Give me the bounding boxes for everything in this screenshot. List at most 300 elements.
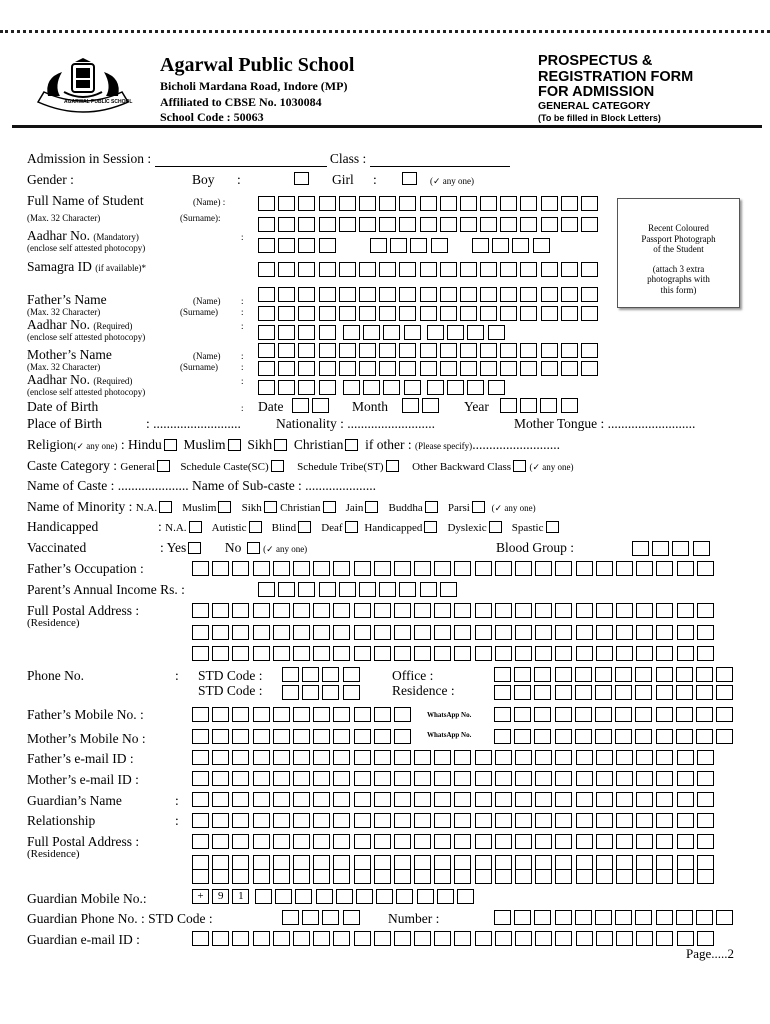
char-box[interactable] <box>460 287 477 302</box>
char-box[interactable] <box>555 813 572 828</box>
char-box[interactable] <box>520 361 537 376</box>
char-box[interactable] <box>636 603 653 618</box>
char-box[interactable] <box>535 834 552 849</box>
minority-christian-checkbox[interactable] <box>323 501 336 513</box>
char-box[interactable] <box>394 646 411 661</box>
char-box[interactable] <box>596 646 613 661</box>
char-box[interactable] <box>520 262 537 277</box>
char-box[interactable] <box>440 582 457 597</box>
char-box[interactable] <box>192 603 209 618</box>
char-box[interactable] <box>399 262 416 277</box>
char-box[interactable] <box>454 646 471 661</box>
char-box[interactable] <box>258 380 275 395</box>
char-box[interactable] <box>480 287 497 302</box>
char-box[interactable] <box>258 262 275 277</box>
handicapped-autistic-checkbox[interactable] <box>249 521 262 533</box>
char-box[interactable] <box>312 398 329 413</box>
char-box[interactable] <box>232 855 249 870</box>
char-box[interactable] <box>379 217 396 232</box>
char-box[interactable] <box>232 707 249 722</box>
char-box[interactable] <box>359 306 376 321</box>
char-box[interactable] <box>192 750 209 765</box>
char-box[interactable] <box>354 603 371 618</box>
char-box[interactable] <box>467 325 484 340</box>
char-box[interactable] <box>232 869 249 884</box>
char-box[interactable] <box>495 750 512 765</box>
student-name-boxes[interactable] <box>258 196 601 211</box>
char-box[interactable] <box>561 361 578 376</box>
minority-buddha-checkbox[interactable] <box>425 501 438 513</box>
guardian-postal-boxes-3[interactable] <box>192 869 717 884</box>
char-box[interactable] <box>541 306 558 321</box>
char-box[interactable] <box>515 625 532 640</box>
char-box[interactable] <box>333 771 350 786</box>
char-box[interactable] <box>253 707 270 722</box>
char-box[interactable] <box>417 889 434 904</box>
char-box[interactable] <box>313 792 330 807</box>
char-box[interactable] <box>379 343 396 358</box>
char-box[interactable] <box>533 238 550 253</box>
char-box[interactable] <box>440 287 457 302</box>
char-box[interactable] <box>422 398 439 413</box>
guardian-mobile-number-boxes[interactable] <box>255 889 477 904</box>
char-box[interactable] <box>696 910 713 925</box>
father-mobile-boxes[interactable] <box>192 707 414 722</box>
char-box[interactable] <box>520 196 537 211</box>
char-box[interactable] <box>298 343 315 358</box>
char-box[interactable] <box>359 262 376 277</box>
char-box[interactable] <box>697 771 714 786</box>
guardian-number-boxes[interactable] <box>494 910 736 925</box>
char-box[interactable] <box>656 729 673 744</box>
char-box[interactable] <box>313 561 330 576</box>
dob-month-boxes[interactable] <box>402 398 442 413</box>
char-box[interactable] <box>576 834 593 849</box>
char-box[interactable] <box>535 792 552 807</box>
char-box[interactable] <box>494 729 511 744</box>
char-box[interactable] <box>616 792 633 807</box>
char-box[interactable] <box>293 603 310 618</box>
char-box[interactable] <box>192 707 209 722</box>
char-box[interactable] <box>319 262 336 277</box>
char-box[interactable] <box>636 869 653 884</box>
char-box[interactable] <box>253 750 270 765</box>
char-box[interactable] <box>273 771 290 786</box>
char-box[interactable] <box>333 625 350 640</box>
char-box[interactable] <box>440 217 457 232</box>
std-code-boxes-1[interactable] <box>282 667 363 682</box>
char-box[interactable] <box>273 834 290 849</box>
char-box[interactable] <box>576 771 593 786</box>
char-box[interactable] <box>472 238 489 253</box>
char-box[interactable] <box>434 646 451 661</box>
char-box[interactable] <box>343 685 360 700</box>
char-box[interactable] <box>636 834 653 849</box>
char-box[interactable] <box>374 707 391 722</box>
char-box[interactable] <box>716 707 733 722</box>
char-box[interactable] <box>394 771 411 786</box>
class-input[interactable] <box>370 166 510 167</box>
char-box[interactable] <box>278 343 295 358</box>
char-box[interactable] <box>414 834 431 849</box>
char-box[interactable] <box>333 729 350 744</box>
char-box[interactable] <box>359 217 376 232</box>
char-box[interactable] <box>632 541 649 556</box>
char-box[interactable] <box>354 771 371 786</box>
char-box[interactable] <box>273 792 290 807</box>
char-box[interactable] <box>480 343 497 358</box>
char-box[interactable] <box>576 646 593 661</box>
char-box[interactable] <box>677 855 694 870</box>
char-box[interactable] <box>374 771 391 786</box>
char-box[interactable] <box>253 625 270 640</box>
char-box[interactable] <box>273 869 290 884</box>
char-box[interactable] <box>595 707 612 722</box>
char-box[interactable] <box>253 834 270 849</box>
char-box[interactable] <box>402 398 419 413</box>
char-box[interactable] <box>561 262 578 277</box>
char-box[interactable] <box>232 625 249 640</box>
char-box[interactable] <box>278 306 295 321</box>
char-box[interactable] <box>535 625 552 640</box>
char-box[interactable] <box>278 325 295 340</box>
char-box[interactable] <box>555 625 572 640</box>
char-box[interactable] <box>555 750 572 765</box>
char-box[interactable] <box>354 646 371 661</box>
samagra-boxes[interactable] <box>258 262 601 277</box>
char-box[interactable] <box>475 603 492 618</box>
char-box[interactable] <box>434 625 451 640</box>
char-box[interactable] <box>399 217 416 232</box>
char-box[interactable] <box>555 667 572 682</box>
religion-christian-checkbox[interactable] <box>345 439 358 451</box>
char-box[interactable] <box>322 667 339 682</box>
char-box[interactable] <box>488 380 505 395</box>
char-box[interactable] <box>434 771 451 786</box>
char-box[interactable] <box>319 343 336 358</box>
char-box[interactable] <box>414 625 431 640</box>
char-box[interactable] <box>656 931 673 946</box>
char-box[interactable] <box>447 325 464 340</box>
char-box[interactable] <box>515 869 532 884</box>
std-code-boxes-2[interactable] <box>282 685 363 700</box>
char-box[interactable] <box>394 792 411 807</box>
mother-tongue-field[interactable]: Mother Tongue : .......................... <box>514 416 696 431</box>
char-box[interactable] <box>480 306 497 321</box>
char-box[interactable] <box>480 196 497 211</box>
char-box[interactable] <box>696 667 713 682</box>
char-box[interactable] <box>339 196 356 211</box>
char-box[interactable] <box>313 707 330 722</box>
char-box[interactable] <box>460 196 477 211</box>
char-box[interactable] <box>716 910 733 925</box>
char-box[interactable] <box>293 931 310 946</box>
char-box[interactable] <box>697 813 714 828</box>
char-box[interactable] <box>420 262 437 277</box>
char-box[interactable] <box>212 729 229 744</box>
char-box[interactable] <box>596 771 613 786</box>
char-box[interactable] <box>273 931 290 946</box>
char-box[interactable] <box>212 750 229 765</box>
char-box[interactable] <box>410 238 427 253</box>
char-box[interactable] <box>636 561 653 576</box>
char-box[interactable] <box>192 813 209 828</box>
char-box[interactable] <box>427 325 444 340</box>
char-box[interactable] <box>454 625 471 640</box>
char-box[interactable] <box>212 603 229 618</box>
char-box[interactable] <box>581 262 598 277</box>
char-box[interactable] <box>374 561 391 576</box>
char-box[interactable] <box>656 750 673 765</box>
char-box[interactable] <box>394 855 411 870</box>
char-box[interactable] <box>616 561 633 576</box>
caste-st-checkbox[interactable] <box>386 460 399 472</box>
char-box[interactable] <box>414 646 431 661</box>
char-box[interactable] <box>374 834 391 849</box>
char-box[interactable] <box>555 792 572 807</box>
char-box[interactable] <box>541 361 558 376</box>
char-box[interactable] <box>555 910 572 925</box>
char-box[interactable] <box>282 685 299 700</box>
char-box[interactable] <box>420 306 437 321</box>
guardian-postal-boxes-2[interactable] <box>192 855 717 870</box>
char-box[interactable] <box>293 561 310 576</box>
char-box[interactable] <box>434 834 451 849</box>
char-box[interactable] <box>656 771 673 786</box>
char-box[interactable] <box>313 750 330 765</box>
char-box[interactable] <box>475 646 492 661</box>
char-box[interactable] <box>339 262 356 277</box>
char-box[interactable] <box>475 771 492 786</box>
char-box[interactable] <box>404 325 421 340</box>
religion-hindu-checkbox[interactable] <box>164 439 177 451</box>
char-box[interactable] <box>514 685 531 700</box>
char-box[interactable] <box>555 771 572 786</box>
char-box[interactable] <box>232 813 249 828</box>
caste-general-checkbox[interactable] <box>157 460 170 472</box>
char-box[interactable] <box>616 625 633 640</box>
char-box[interactable] <box>454 750 471 765</box>
char-box[interactable] <box>354 561 371 576</box>
char-box[interactable] <box>212 561 229 576</box>
student-aadhar-boxes-2[interactable] <box>370 238 451 253</box>
char-box[interactable] <box>541 196 558 211</box>
place-of-birth-input[interactable]: : .......................... <box>146 416 241 431</box>
char-box[interactable] <box>515 931 532 946</box>
char-box[interactable] <box>656 792 673 807</box>
char-box[interactable] <box>515 834 532 849</box>
char-box[interactable] <box>595 685 612 700</box>
char-box[interactable] <box>500 196 517 211</box>
guardian-mobile-boxes[interactable] <box>192 889 253 904</box>
mother-aadhar-boxes-2[interactable] <box>343 380 424 395</box>
char-box[interactable] <box>534 667 551 682</box>
char-box[interactable] <box>596 625 613 640</box>
char-box[interactable] <box>636 646 653 661</box>
char-box[interactable] <box>515 646 532 661</box>
dob-year-boxes[interactable] <box>500 398 581 413</box>
char-box[interactable] <box>520 398 537 413</box>
char-box[interactable] <box>555 931 572 946</box>
char-box[interactable] <box>339 343 356 358</box>
char-box[interactable] <box>596 813 613 828</box>
char-box[interactable] <box>343 325 360 340</box>
char-box[interactable] <box>333 750 350 765</box>
char-box[interactable] <box>576 792 593 807</box>
char-box[interactable] <box>333 646 350 661</box>
char-box[interactable] <box>333 561 350 576</box>
char-box[interactable] <box>278 238 295 253</box>
char-box[interactable] <box>494 910 511 925</box>
char-box[interactable] <box>253 792 270 807</box>
gender-girl-checkbox[interactable] <box>402 172 417 185</box>
char-box[interactable] <box>656 707 673 722</box>
char-box[interactable] <box>488 325 505 340</box>
char-box[interactable] <box>495 931 512 946</box>
char-box[interactable] <box>302 685 319 700</box>
char-box[interactable] <box>475 931 492 946</box>
char-box[interactable] <box>420 287 437 302</box>
char-box[interactable] <box>339 361 356 376</box>
char-box[interactable] <box>278 582 295 597</box>
char-box[interactable] <box>495 869 512 884</box>
char-box[interactable] <box>616 855 633 870</box>
residence-phone-boxes[interactable] <box>494 685 736 700</box>
father-email-boxes[interactable] <box>192 750 717 765</box>
char-box[interactable] <box>677 646 694 661</box>
char-box[interactable] <box>434 931 451 946</box>
char-box[interactable] <box>656 910 673 925</box>
char-box[interactable] <box>520 287 537 302</box>
postal-boxes-2[interactable] <box>192 625 717 640</box>
char-box[interactable] <box>454 869 471 884</box>
char-box[interactable] <box>359 361 376 376</box>
char-box[interactable] <box>275 889 292 904</box>
char-box[interactable] <box>693 541 710 556</box>
char-box[interactable] <box>514 707 531 722</box>
nationality-field[interactable]: Nationality : .......................... <box>276 416 435 431</box>
char-box[interactable] <box>454 792 471 807</box>
char-box[interactable] <box>319 325 336 340</box>
char-box[interactable] <box>319 238 336 253</box>
char-box[interactable] <box>656 869 673 884</box>
char-box[interactable] <box>414 561 431 576</box>
char-box[interactable] <box>495 603 512 618</box>
char-box[interactable] <box>354 750 371 765</box>
char-box[interactable] <box>383 380 400 395</box>
char-box[interactable] <box>440 262 457 277</box>
father-aadhar-boxes-1[interactable] <box>258 325 339 340</box>
mother-aadhar-boxes-3[interactable] <box>427 380 508 395</box>
char-box[interactable] <box>354 834 371 849</box>
char-box[interactable] <box>492 238 509 253</box>
char-box[interactable] <box>447 380 464 395</box>
char-box[interactable] <box>697 855 714 870</box>
char-box[interactable] <box>514 910 531 925</box>
char-box[interactable] <box>515 813 532 828</box>
session-input[interactable] <box>155 166 327 167</box>
char-box[interactable] <box>278 196 295 211</box>
char-box[interactable] <box>295 889 312 904</box>
handicapped-blind-checkbox[interactable] <box>298 521 311 533</box>
char-box[interactable] <box>672 541 689 556</box>
handicapped-spastic-checkbox[interactable] <box>546 521 559 533</box>
char-box[interactable] <box>696 685 713 700</box>
char-box[interactable] <box>576 625 593 640</box>
char-box[interactable] <box>232 834 249 849</box>
char-box[interactable] <box>293 625 310 640</box>
char-box[interactable] <box>313 603 330 618</box>
char-box[interactable] <box>399 582 416 597</box>
char-box[interactable] <box>541 217 558 232</box>
char-box[interactable] <box>298 380 315 395</box>
char-box[interactable] <box>500 306 517 321</box>
char-box[interactable] <box>192 792 209 807</box>
char-box[interactable] <box>561 196 578 211</box>
char-box[interactable] <box>232 646 249 661</box>
char-box[interactable] <box>596 603 613 618</box>
char-box[interactable] <box>454 834 471 849</box>
char-box[interactable] <box>656 855 673 870</box>
char-box[interactable] <box>374 869 391 884</box>
char-box[interactable] <box>302 910 319 925</box>
char-box[interactable] <box>652 541 669 556</box>
char-box[interactable] <box>595 667 612 682</box>
father-whatsapp-boxes[interactable] <box>494 707 736 722</box>
char-box[interactable] <box>635 667 652 682</box>
char-box[interactable] <box>460 262 477 277</box>
char-box[interactable] <box>561 398 578 413</box>
char-box[interactable] <box>515 792 532 807</box>
char-box[interactable] <box>581 306 598 321</box>
char-box[interactable] <box>431 238 448 253</box>
char-box[interactable] <box>500 343 517 358</box>
char-box[interactable] <box>278 262 295 277</box>
guardian-std-boxes[interactable] <box>282 910 363 925</box>
char-box[interactable] <box>232 750 249 765</box>
char-box[interactable] <box>616 813 633 828</box>
char-box[interactable] <box>374 625 391 640</box>
minority-na-checkbox[interactable] <box>159 501 172 513</box>
char-box[interactable] <box>535 771 552 786</box>
char-box[interactable] <box>555 646 572 661</box>
char-box[interactable] <box>298 582 315 597</box>
char-box[interactable] <box>293 813 310 828</box>
char-box[interactable] <box>596 834 613 849</box>
vaccinated-no-checkbox[interactable] <box>247 542 260 554</box>
char-box[interactable] <box>374 603 391 618</box>
char-box[interactable] <box>394 834 411 849</box>
char-box[interactable] <box>534 685 551 700</box>
postal-boxes-1[interactable] <box>192 603 717 618</box>
char-box[interactable] <box>192 931 209 946</box>
char-box[interactable] <box>293 707 310 722</box>
char-box[interactable] <box>434 603 451 618</box>
char-box[interactable] <box>319 361 336 376</box>
char-box[interactable] <box>575 729 592 744</box>
char-box[interactable] <box>354 792 371 807</box>
char-box[interactable] <box>192 834 209 849</box>
char-box[interactable] <box>374 729 391 744</box>
char-box[interactable] <box>656 603 673 618</box>
char-box[interactable] <box>555 869 572 884</box>
char-box[interactable] <box>616 834 633 849</box>
char-box[interactable] <box>399 287 416 302</box>
char-box[interactable] <box>414 603 431 618</box>
char-box[interactable] <box>253 561 270 576</box>
char-box[interactable] <box>322 910 339 925</box>
char-box[interactable] <box>298 262 315 277</box>
